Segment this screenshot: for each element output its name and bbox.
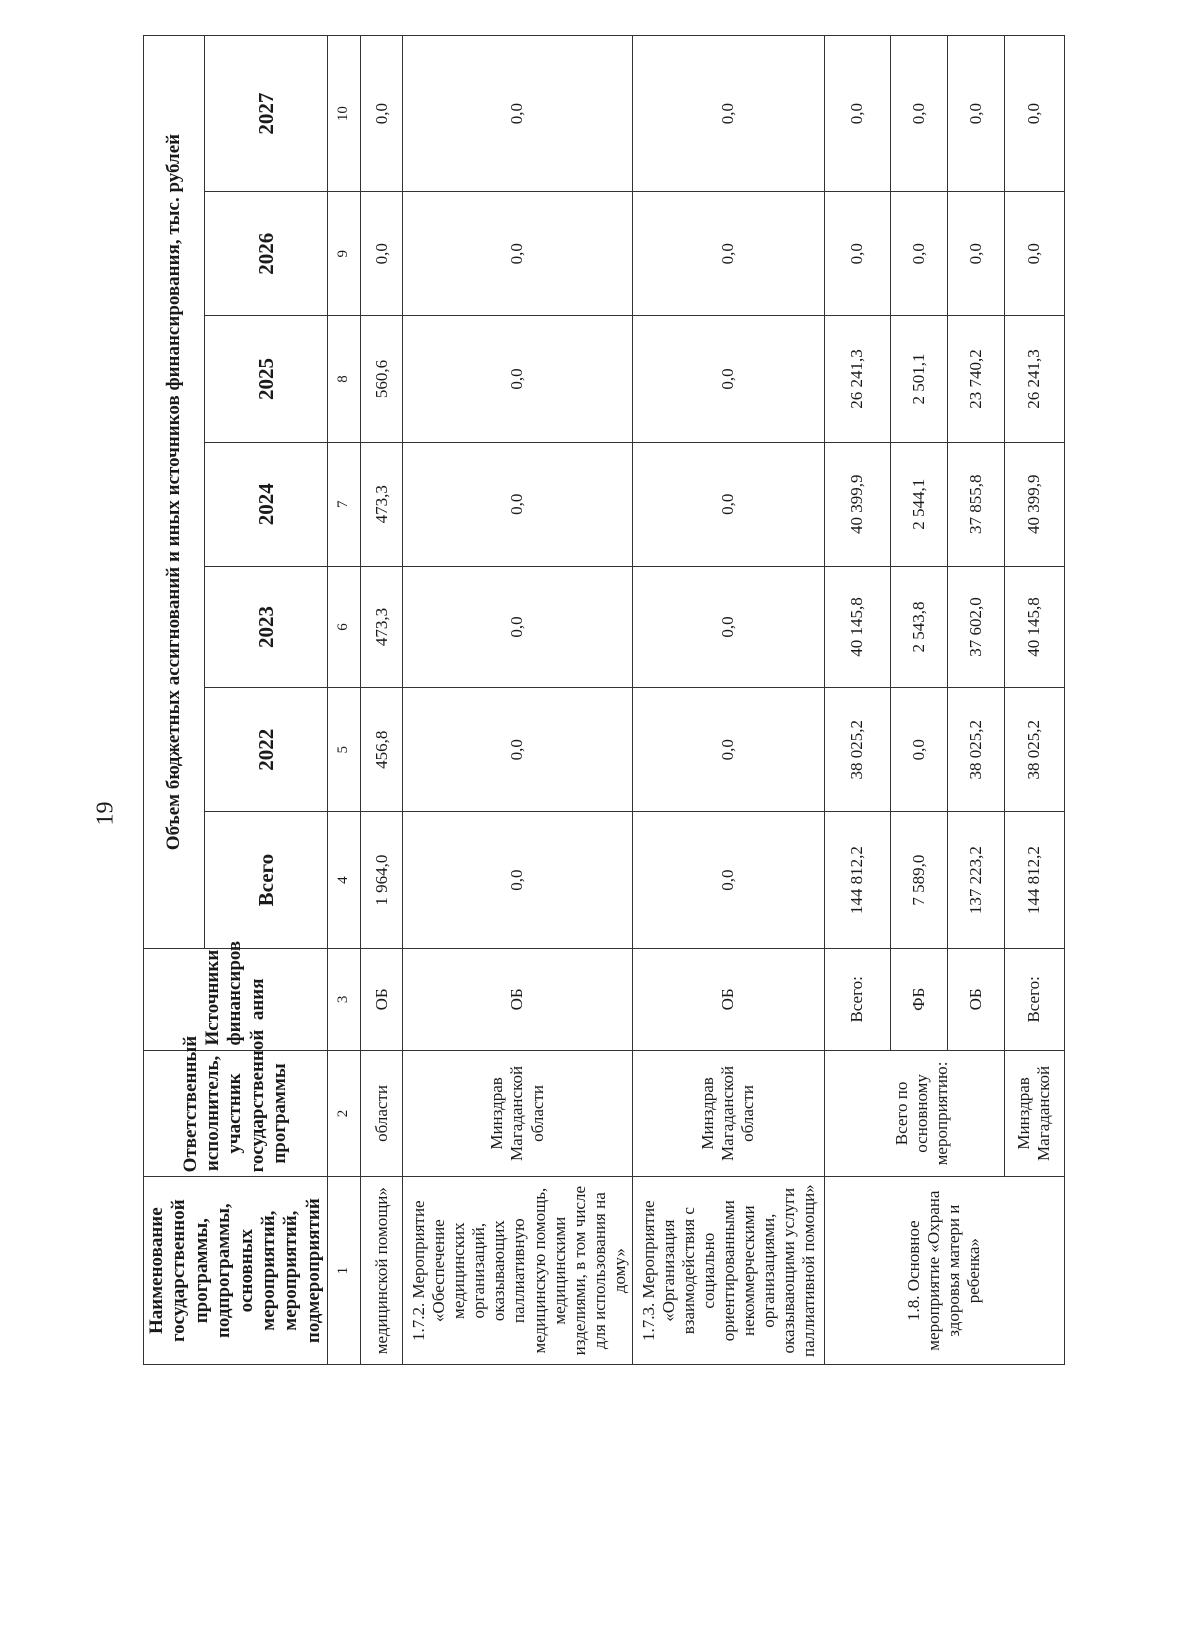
rotated-table-wrapper [143, 35, 1054, 1365]
header-executor: Ответственный исполнитель, участник государственной программы [144, 1050, 328, 1177]
row-value: 0,0 [403, 812, 633, 949]
row-source: ОБ [403, 949, 633, 1050]
row-value: 40 145,8 [1004, 566, 1064, 688]
row-value: 7 589,0 [890, 812, 947, 949]
row-value: 38 025,2 [824, 688, 890, 812]
row-source: ФБ [890, 949, 947, 1050]
header-year-2025: 2025 [205, 316, 328, 443]
header-year-total: Всего [205, 812, 328, 949]
row-source: ОБ [632, 949, 824, 1050]
row-value: 473,3 [361, 566, 403, 688]
row-value: 456,8 [361, 688, 403, 812]
row-executor: Минздрав Магаданской [1004, 1050, 1064, 1177]
row-value: 0,0 [632, 442, 824, 566]
row-value: 37 602,0 [947, 566, 1004, 688]
column-number: 4 [328, 812, 361, 949]
row-value: 0,0 [403, 566, 633, 688]
table-row [403, 36, 633, 1365]
row-executor: области [361, 1050, 403, 1177]
row-value: 0,0 [632, 316, 824, 443]
row-value: 0,0 [403, 688, 633, 812]
row-source: Всего: [1004, 949, 1064, 1050]
row-value: 38 025,2 [947, 688, 1004, 812]
column-number: 5 [328, 688, 361, 812]
row-value: 40 145,8 [824, 566, 890, 688]
table-row [890, 36, 947, 1365]
header-source: Источники финансиров ания [144, 949, 328, 1050]
column-number: 6 [328, 566, 361, 688]
column-number-row [328, 36, 361, 1365]
column-number: 10 [328, 36, 361, 192]
row-value: 0,0 [947, 36, 1004, 192]
row-value: 144 812,2 [1004, 812, 1064, 949]
row-value: 0,0 [403, 442, 633, 566]
row-value: 26 241,3 [1004, 316, 1064, 443]
header-year-2027: 2027 [205, 36, 328, 192]
main-event-name: 1.8. Основное мероприятие «Охрана здоровья матери и ребенка» [824, 1177, 1064, 1365]
row-value: 2 544,1 [890, 442, 947, 566]
row-value: 0,0 [1004, 192, 1064, 316]
row-value: 40 399,9 [1004, 442, 1064, 566]
row-value: 0,0 [403, 36, 633, 192]
column-number: 7 [328, 442, 361, 566]
table-row [824, 36, 890, 1365]
row-source: ОБ [947, 949, 1004, 1050]
row-value: 0,0 [947, 192, 1004, 316]
row-value: 0,0 [890, 36, 947, 192]
row-value: 37 855,8 [947, 442, 1004, 566]
row-value: 0,0 [890, 688, 947, 812]
row-value: 560,6 [361, 316, 403, 443]
row-value: 0,0 [824, 36, 890, 192]
row-value: 473,3 [361, 442, 403, 566]
table-row [632, 36, 824, 1365]
header-year-2022: 2022 [205, 688, 328, 812]
header-name: Наименование государственной программы, подпрограммы, основных мероприятий, мероприятий, подмероприятий [144, 1177, 328, 1365]
header-year-2026: 2026 [205, 192, 328, 316]
table-row [361, 36, 403, 1365]
row-value: 0,0 [824, 192, 890, 316]
row-source: ОБ [361, 949, 403, 1050]
row-value: 0,0 [403, 316, 633, 443]
row-value: 23 740,2 [947, 316, 1004, 443]
row-value: 38 025,2 [1004, 688, 1064, 812]
main-event-spacer [824, 1050, 890, 1177]
row-source: Всего: [824, 949, 890, 1050]
row-value: 137 223,2 [947, 812, 1004, 949]
column-number: 3 [328, 949, 361, 1050]
row-value: 144 812,2 [824, 812, 890, 949]
table-row [1004, 36, 1064, 1365]
row-value: 2 543,8 [890, 566, 947, 688]
column-number: 2 [328, 1050, 361, 1177]
row-value: 2 501,1 [890, 316, 947, 443]
row-name: 1.7.3. Мероприятие «Организация взаимодействия с социально ориентированными некоммерческими организациями, оказывающими услуги паллиативной помощи» [632, 1177, 824, 1365]
row-value: 0,0 [632, 688, 824, 812]
row-value: 0,0 [361, 192, 403, 316]
row-value: 0,0 [632, 36, 824, 192]
row-name: 1.7.2. Мероприятие «Обеспечение медицинских организаций, оказывающих паллиативную медицинскую помощь, медицинскими изделиями, в том числе для использования на дому» [403, 1177, 633, 1365]
financing-table [143, 35, 1065, 1365]
row-name: медицинской помощи» [361, 1177, 403, 1365]
row-value: 0,0 [632, 566, 824, 688]
main-event-total-label: Всего по основному мероприятию: [890, 1050, 1004, 1177]
column-number: 9 [328, 192, 361, 316]
column-number: 1 [328, 1177, 361, 1365]
column-number: 8 [328, 316, 361, 443]
header-year-2023: 2023 [205, 566, 328, 688]
row-value: 0,0 [632, 192, 824, 316]
row-value: 40 399,9 [824, 442, 890, 566]
page-number: 19 [92, 801, 119, 826]
row-value: 0,0 [361, 36, 403, 192]
row-value: 26 241,3 [824, 316, 890, 443]
row-value: 1 964,0 [361, 812, 403, 949]
row-executor: Минздрав Магаданской области [632, 1050, 824, 1177]
header-year-2024: 2024 [205, 442, 328, 566]
row-value: 0,0 [1004, 36, 1064, 192]
row-value: 0,0 [632, 812, 824, 949]
header-volume: Объем бюджетных ассигнований и иных источников финансирования, тыс. рублей [144, 36, 205, 949]
row-value: 0,0 [403, 192, 633, 316]
row-executor: Минздрав Магаданской области [403, 1050, 633, 1177]
row-value: 0,0 [890, 192, 947, 316]
